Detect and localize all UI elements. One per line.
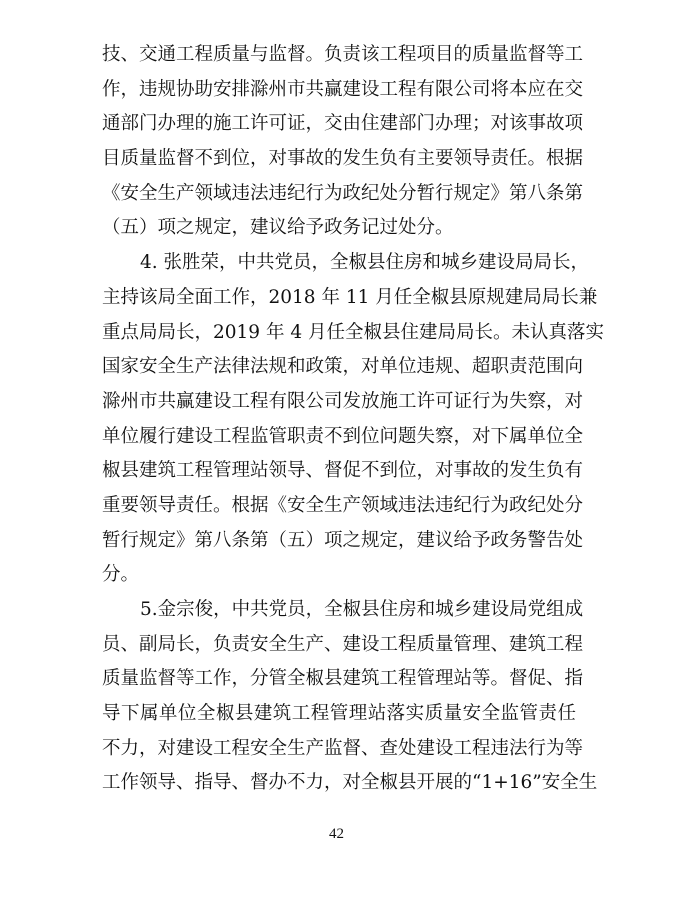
text-line: 通部门办理的施工许可证，交由住建部门办理；对该事故项 bbox=[102, 113, 584, 135]
text-line: 质量监督等工作，分管全椒县建筑工程管理站等。督促、指 bbox=[102, 668, 584, 690]
text-line: 重点局局长，2019 年 4 月任全椒县住建局局长。未认真落实 bbox=[102, 321, 604, 343]
text-line: 目质量监督不到位，对事故的发生负有主要领导责任。根据 bbox=[102, 148, 584, 170]
text-line: 不力，对建设工程安全生产监督、查处建设工程违法行为等 bbox=[102, 737, 584, 759]
text-line: 单位履行建设工程监管职责不到位问题失察，对下属单位全 bbox=[102, 425, 584, 447]
text-line: （五）项之规定，建议给予政务记过处分。 bbox=[102, 217, 454, 239]
text-line: 5.金宗俊，中共党员，全椒县住房和城乡建设局党组成 bbox=[140, 599, 584, 620]
text-line: 暂行规定》第八条第（五）项之规定，建议给予政务警告处 bbox=[102, 529, 584, 551]
text-line: 作，违规协助安排滁州市共赢建设工程有限公司将本应在交 bbox=[102, 78, 584, 100]
text-line: 滁州市共赢建设工程有限公司发放施工许可证行为失察，对 bbox=[102, 390, 584, 412]
paragraph-item-4 bbox=[102, 246, 604, 593]
text-line: 导下属单位全椒县建筑工程管理站落实质量安全监管责任 bbox=[102, 703, 576, 725]
text-line: 主持该局全面工作，2018 年 11 月任全椒县原规建局局长兼 bbox=[102, 286, 598, 308]
text-line: 椒县建筑工程管理站领导、督促不到位，对事故的发生负有 bbox=[102, 460, 584, 482]
paragraph-continuation bbox=[102, 38, 584, 246]
text-line: 员、副局长，负责安全生产、建设工程质量管理、建筑工程 bbox=[102, 633, 584, 655]
text-line: 《安全生产领域违法违纪行为政纪处分暂行规定》第八条第 bbox=[102, 182, 584, 204]
text-line: 重要领导责任。根据《安全生产领域违法违纪行为政纪处分 bbox=[102, 494, 584, 516]
text-line: 分。 bbox=[102, 564, 140, 586]
page-number: 42 bbox=[329, 826, 344, 842]
text-line: 技、交通工程质量与监督。负责该工程项目的质量监督等工 bbox=[102, 44, 584, 65]
text-line: 4. 张胜荣，中共党员，全椒县住房和城乡建设局局长， bbox=[140, 252, 590, 274]
text-line: 国家安全生产法律法规和政策，对单位违规、超职责范围向 bbox=[102, 356, 584, 378]
paragraph-item-5 bbox=[102, 593, 598, 801]
body-text bbox=[102, 38, 604, 801]
text-line: 工作领导、指导、督办不力，对全椒县开展的“1+16”安全生 bbox=[102, 772, 598, 794]
